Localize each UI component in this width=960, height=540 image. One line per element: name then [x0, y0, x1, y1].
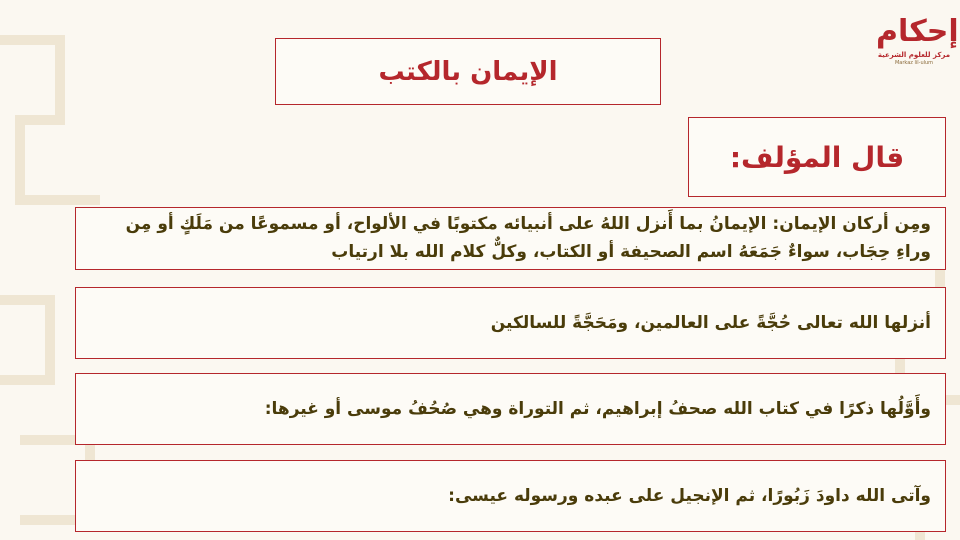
paragraph-box-4	[75, 460, 946, 532]
author-label: قال المؤلف:	[729, 140, 905, 174]
logo-subtitle: مركز للعلوم الشرعية	[877, 51, 951, 59]
paragraph-text-1: ومِن أركان الإيمان: الإيمانُ بما أَنزل اللهُ على أنبيائه مكتوبًا في الألواح، أو مسموعًا من مَلَكٍ أو مِن وراءِ حِجَاب، سواءٌ جَمَعَهُ اسم الصحيفة أو الكتاب، وكلٌّ كلام الله بلا ارتياب	[125, 214, 931, 262]
logo-tagline: Markaz lil-ulum	[894, 60, 934, 66]
paragraph-text-4: وآتى الله داودَ زَبُورًا، ثم الإنجيل على عبده ورسوله عيسى:	[448, 486, 931, 506]
author-label-box	[688, 117, 946, 197]
logo	[876, 14, 959, 70]
logo-wordmark: إحكام	[876, 14, 959, 49]
paragraph-box-3	[75, 373, 946, 445]
paragraph-box-1	[75, 207, 946, 270]
paragraph-box-2	[75, 287, 946, 359]
paragraph-text-2: أنزلها الله تعالى حُجَّةً على العالمين، ومَحَجَّةً للسالكين	[490, 313, 931, 333]
paragraph-text-3: وأَوَّلُها ذكرًا في كتاب الله صحفُ إبراهيم، ثم التوراة وهي صُحُفُ موسى أو غيرها:	[264, 399, 931, 419]
title-box	[275, 38, 661, 105]
page-title: الإيمان بالكتب	[378, 56, 558, 87]
